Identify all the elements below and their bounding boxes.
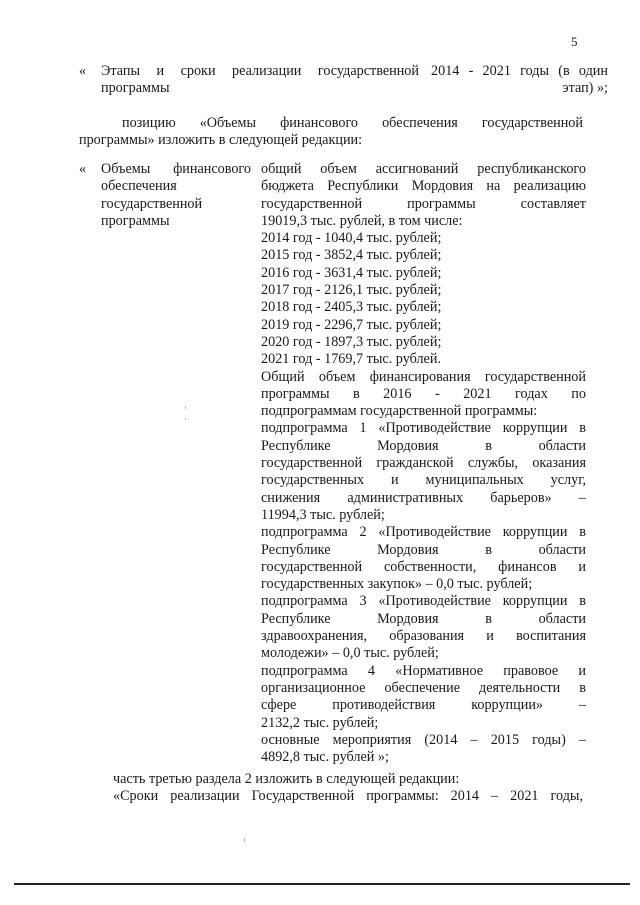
- subprogram-3-line: молодежи» – 0,0 тыс. рублей;: [261, 645, 439, 662]
- position-line: программы» изложить в следующей редакции:: [79, 132, 363, 149]
- subprogram-4-line: 2132,2 тыс. рублей;: [261, 714, 379, 731]
- total-line: общий объем ассигнований республиканского: [261, 161, 586, 177]
- subprogram-3-line: Республике Мордовия в области: [261, 610, 586, 627]
- volume-row: [79, 161, 586, 766]
- subprogram-3-line: подпрограмма 3 «Противодействие коррупции в: [261, 593, 586, 610]
- volume-label-line: обеспечения: [101, 178, 177, 195]
- opening-quote: «: [79, 161, 87, 177]
- position-line: позицию «Объемы финансового обеспечения государственной: [122, 115, 583, 131]
- volume-label-line: государственной: [101, 195, 203, 212]
- stages-value-line: 2014 - 2021 годы (в один: [431, 63, 608, 79]
- subprogram-1-line: государственных и муниципальных услуг,: [261, 472, 586, 489]
- financing-line: подпрограммам государственной программы:: [261, 403, 538, 420]
- main-measures-line: основные мероприятия (2014 – 2015 годы) –: [261, 731, 586, 748]
- stages-value: [431, 63, 608, 98]
- stages-label-line: Этапы и сроки реализации государственной: [101, 63, 419, 79]
- opening-quote: «: [79, 63, 87, 79]
- subprogram-4-line: организационное обеспечение деятельности в: [261, 679, 586, 696]
- subprogram-2-line: государственной собственности, финансов и: [261, 558, 586, 575]
- terms-paragraph: «Сроки реализации Государственной программы: 2014 – 2021 годы,: [113, 788, 583, 804]
- subprogram-4-line: подпрограмма 4 «Нормативное правовое и: [261, 662, 586, 679]
- year-line: 2021 год - 1769,7 тыс. рублей.: [261, 351, 441, 368]
- subprogram-1-line: подпрограмма 1 «Противодействие коррупции в: [261, 420, 586, 437]
- year-line: 2018 год - 2405,3 тыс. рублей;: [261, 299, 442, 316]
- volume-label-line: программы: [101, 212, 170, 229]
- year-line: 2014 год - 1040,4 тыс. рублей;: [261, 230, 442, 247]
- part-three-paragraph: часть третью раздела 2 изложить в следующей редакции:: [113, 771, 460, 787]
- scan-speck: [244, 838, 245, 842]
- main-measures-line: 4892,8 тыс. рублей »;: [261, 749, 389, 766]
- subprogram-1-line: 11994,3 тыс. рублей;: [261, 506, 385, 523]
- stages-value-line: этап) »;: [562, 80, 608, 97]
- stages-row: [79, 63, 608, 98]
- subprogram-3-line: здравоохранения, образования и воспитания: [261, 628, 586, 645]
- subprogram-1-line: Республике Мордовия в области: [261, 437, 586, 454]
- scan-bottom-edge: [14, 883, 630, 885]
- volume-label-line: Объемы финансового: [101, 161, 251, 177]
- volume-value: [261, 161, 586, 766]
- year-line: 2017 год - 2126,1 тыс. рублей;: [261, 282, 442, 299]
- subprogram-2-line: Республике Мордовия в области: [261, 541, 586, 558]
- year-line: 2020 год - 1897,3 тыс. рублей;: [261, 333, 442, 350]
- financing-line: программы в 2016 - 2021 годах по: [261, 385, 586, 402]
- scan-speck: [185, 418, 186, 420]
- year-line: 2019 год - 2296,7 тыс. рублей;: [261, 316, 442, 333]
- year-line: 2015 год - 3852,4 тыс. рублей;: [261, 247, 442, 264]
- subprogram-1-line: снижения административных барьеров» –: [261, 489, 586, 506]
- total-line: 19019,3 тыс. рублей, в том числе:: [261, 212, 463, 229]
- year-line: 2016 год - 3631,4 тыс. рублей;: [261, 264, 442, 281]
- scan-speck: [185, 406, 186, 409]
- subprogram-4-line: сфере противодействия коррупции» –: [261, 697, 586, 714]
- subprogram-2-line: подпрограмма 2 «Противодействие коррупции в: [261, 524, 586, 541]
- financing-line: Общий объем финансирования государственной: [261, 368, 586, 385]
- total-line: бюджета Республики Мордовия на реализацию: [261, 178, 586, 195]
- stages-label-line: программы: [101, 80, 170, 97]
- subprogram-1-line: государственной гражданской службы, оказания: [261, 455, 586, 472]
- position-paragraph: [79, 115, 583, 150]
- volume-label: [101, 161, 251, 766]
- total-line: государственной программы составляет: [261, 195, 586, 212]
- subprogram-2-line: государственных закупок» – 0,0 тыс. рублей;: [261, 576, 533, 593]
- stages-label: [101, 63, 419, 98]
- page-number: 5: [571, 34, 578, 49]
